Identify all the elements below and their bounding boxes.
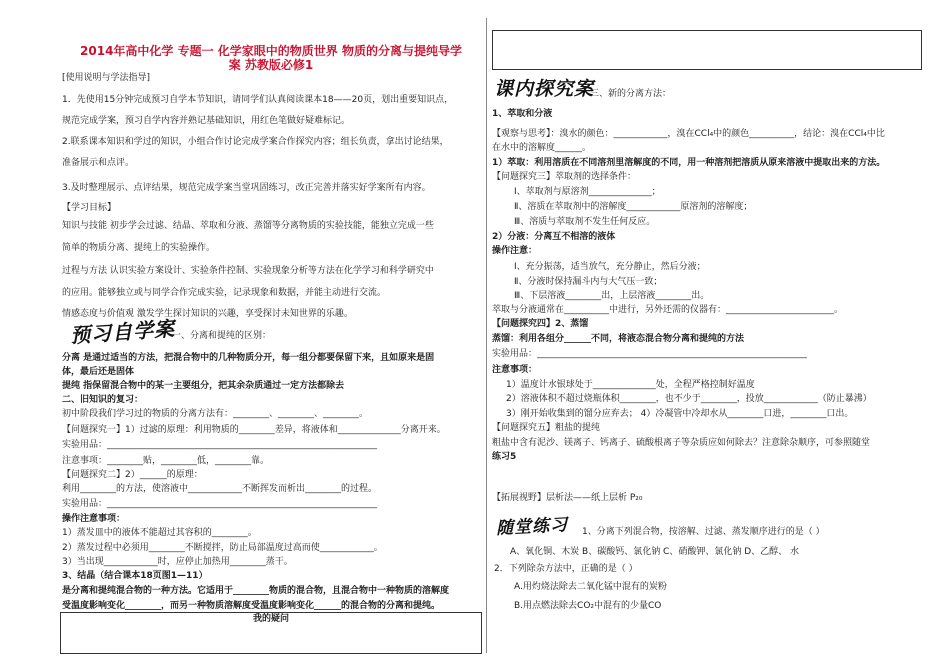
text-line: 蒸馏：利用各组分______不同，将液态混合物分离和提纯的方法 — [492, 334, 745, 344]
text-line: 实验用品：____________________________________________________________ — [492, 349, 808, 359]
my-questions-label: 我的疑问 — [252, 614, 289, 624]
top-right-box — [492, 30, 922, 70]
text-line: 【问题探究五】粗盐的提纯 — [492, 423, 601, 433]
text-line: 【拓展视野】层析法——纸上层析 P₂₀ — [492, 493, 643, 503]
text-line: 【观察与思考】：溴水的颜色：____________，溴在CCl₄中的颜色__________，结论：溴在CCl₄中比 — [492, 129, 885, 139]
column-divider — [486, 18, 487, 653]
text-line: 2）分液：分离互不相溶的液体 — [492, 232, 616, 242]
text-line: 【问题探究四】2、蒸馏 — [492, 319, 589, 329]
text-line: 规范完成学案，预习自学内容并熟记基础知识，用红色笔做好疑难标记。 — [62, 116, 351, 126]
text-line: 三、新的分离方法： — [590, 89, 672, 99]
classroom-practice-heading: 随堂练习 — [495, 515, 569, 539]
text-line: Ⅱ、溶质在萃取剂中的溶解度____________原溶剂的溶解度； — [514, 202, 753, 212]
text-line: 利用________的方法，使溶液中____________不断挥发而析出________的过程。 — [62, 484, 378, 494]
text-line: 1）温度计水银球处于______________处，全程严格控制好温度 — [506, 380, 755, 390]
text-line: 2.联系课本知识和学过的知识，小组合作讨论完成学案合作探究内容；组长负责，拿出讨论结果， — [62, 137, 449, 147]
text-line: 准备展示和点评。 — [62, 158, 135, 168]
text-line: 【问题探究一】1）过滤的原理：利用物质的________差异，将液体和______________分离开来。 — [62, 425, 446, 435]
title-line-2: 案 苏教版必修1 — [228, 58, 314, 72]
text-line: 【问题探究二】2）______的原理： — [62, 470, 203, 480]
text-line: B.用点燃法除去CO₂中混有的少量CO — [514, 601, 662, 611]
my-questions-box — [60, 612, 482, 654]
text-line: 注意事项： — [492, 365, 538, 375]
text-line: 2．下列除杂方法中，正确的是（ ） — [494, 564, 638, 574]
text-line: 提纯 指保留混合物中的某一主要组分，把其余杂质通过一定方法都除去 — [62, 381, 345, 391]
in-class-inquiry-heading: 课内探究案 — [494, 78, 595, 100]
text-line: Ⅲ、溶质与萃取剂不发生任何反应。 — [514, 217, 656, 227]
text-line: [使用说明与学法指导] — [62, 73, 151, 83]
text-line: 3）刚开始收集到的馏分应弃去； 4）冷凝管中冷却水从________口进，________口出。 — [506, 409, 854, 419]
text-line: 情感态度与价值观 激发学生探讨知识的兴趣，享受探讨未知世界的乐趣。 — [62, 309, 353, 319]
text-line: Ⅰ、萃取剂与原溶剂______________； — [514, 187, 661, 197]
text-line: 粗盐中含有泥沙、镁离子、钙离子、硫酸根离子等杂质应如何除去？注意除杂顺序，可参照随堂 — [492, 438, 871, 448]
text-line: Ⅰ、充分振荡，适当放气，充分静止，然后分液； — [514, 262, 706, 272]
text-line: 二、旧知识的复习： — [62, 395, 144, 405]
text-line: 【问题探究三】萃取剂的选择条件： — [492, 172, 637, 182]
text-line: 知识与技能 初步学会过滤、结晶、萃取和分液、蒸馏等分离物质的实验技能，能独立完成一些 — [62, 221, 434, 231]
preview-study-heading: 预习自学案 — [69, 316, 176, 348]
text-line: 初中阶段我们学习过的物质的分离方法有：________、________、________。 — [62, 409, 369, 419]
text-line: 1）萃取：利用溶质在不同溶剂里溶解度的不同，用一种溶剂把溶质从原来溶液中提取出来的方法。 — [492, 158, 886, 168]
text-line: 3.及时整理展示、点评结果，规范完成学案当堂巩固练习，改正完善并落实好学案所有内容。 — [62, 183, 431, 193]
page-title — [62, 44, 480, 72]
title-line-1: 2014年高中化学 专题一 化学家眼中的物质世界 物质的分离与提纯导学 — [80, 44, 462, 58]
text-line: 实验用品：____________________________________________________________ — [62, 440, 378, 450]
text-line: 受温度影响变化________，而另一种物质溶解度受温度影响变化______的混合物的分离和提纯。 — [62, 601, 441, 611]
text-line: 2）蒸发过程中必须用________不断搅拌，防止局部温度过高而使____________。 — [62, 543, 383, 553]
text-line: 体，最后还是固体 — [62, 367, 135, 377]
text-line: 【学习目标】 — [62, 203, 117, 213]
text-line: A.用灼烧法除去二氧化锰中混有的炭粉 — [514, 582, 667, 592]
text-line: 1、萃取和分液 — [492, 109, 553, 119]
text-line: 实验用品：____________________________________________________________ — [62, 499, 378, 509]
text-line: Ⅱ、分液时保持漏斗内与大气压一致； — [514, 277, 663, 287]
text-line: 分离 是通过适当的方法，把混合物中的几种物质分开，每一组分都要保留下来，且如原来是固 — [62, 353, 435, 363]
text-line: 在水中的溶解度______。 — [492, 143, 592, 153]
text-line: 操作注意： — [492, 246, 538, 256]
text-line: 1）蒸发皿中的液体不能超过其容积的________。 — [62, 528, 257, 538]
text-line: 1．先使用15分钟完成预习自学本节知识，请同学们认真阅读课本18——20页，划出重要知识点， — [62, 95, 454, 105]
text-line: 练习5 — [492, 452, 517, 462]
text-line: 3）当出现____________时，应停止加热用________蒸干。 — [62, 557, 293, 567]
text-line: 一、分离和提纯的区别： — [172, 331, 272, 341]
text-line: 注意事项：________贴，________低，________靠。 — [62, 456, 270, 466]
text-line: 简单的物质分离、提纯上的实验操作。 — [62, 243, 216, 253]
text-line: 操作注意事项： — [62, 514, 126, 524]
text-line: 过程与方法 认识实验方案设计、实验条件控制、实验现象分析等方法在化学学习和科学研究中 — [62, 266, 434, 276]
text-line: 是分离和提纯混合物的一种方法。它适用于________物质的混合物，且混合物中一种物质的溶解度 — [62, 586, 450, 596]
text-line: 萃取与分液通常在__________中进行，另外还需的仪器有：________________________。 — [492, 305, 844, 315]
text-line: 2）溶液体积不超过烧瓶体积________，也不少于________，投放____________（防止暴沸） — [506, 394, 872, 404]
text-line: 3、结晶（结合课本18页图1—11） — [62, 571, 208, 581]
text-line: 1、分离下列混合物，按溶解、过滤、蒸发顺序进行的是（ ） — [582, 527, 825, 537]
text-line: Ⅲ、下层溶液________出，上层溶液________出。 — [514, 291, 710, 301]
text-line: A、氧化铜、木炭 B、碳酸钙、氯化钠 C、硝酸钾、氯化钠 D、乙醇、 水 — [510, 547, 799, 557]
text-line: 的应用。能够独立或与同学合作完成实验，记录现象和数据，并能主动进行交流。 — [62, 288, 387, 298]
